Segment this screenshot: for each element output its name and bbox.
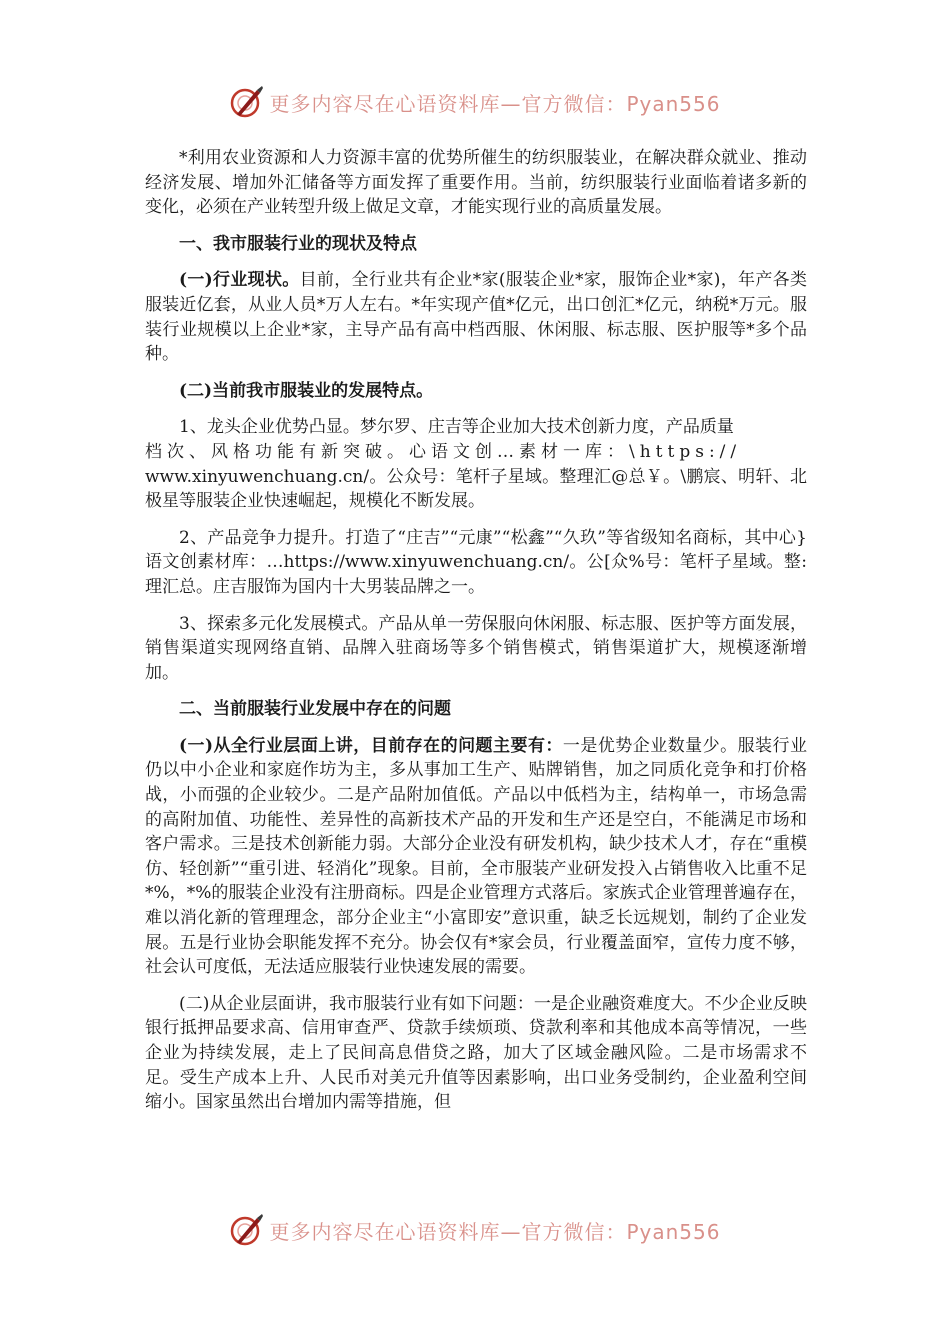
heading-subsection-2: (二)当前我市服装业的发展特点。	[179, 380, 434, 401]
text-leading-b: 档次、风格功能有新突破。心语文创…素材一库：\https://	[145, 441, 742, 462]
text-industry-problems: 一是优势企业数量少。服装行业仍以中小企业和家庭作坊为主，多从事加工生产、贴牌销售，加之同质化竞争和打价格战，小而强的企业较少。二是产品附加值低。产品以中低档为主，结构单一，市场急需的高附加值、功能性、差异性的高新技术产品的开发和生产还是空白，不能满足市场和客户需求。三是技术创新能力弱。大部分企业没有研发机构，缺少技术人才，存在“重模仿、轻创新”“重引进、轻消化”现象。目前，全市服装产业研发投入占销售收入比重不足*%，*%的服装企业没有注册商标。四是企业管理方式落后。家族式企业管理普遍存在，难以消化新的管理理念，部分企业主“小富即安”意识重，缺乏长远规划，制约了企业发展。五是行业协会职能发挥不充分。协会仅有*家会员，行业覆盖面窄，宣传力度不够，社会认可度低，无法适应服装行业快速发展的需要。	[145, 735, 807, 978]
paragraph-diversification: 3、探索多元化发展模式。产品从单一劳保服向休闲服、标志服、医护等方面发展，销售渠道实现网络直销、品牌入驻商场等多个销售模式，销售渠道扩大，规模逐渐增加。	[145, 613, 807, 683]
pen-logo-icon	[229, 1212, 265, 1248]
lead-industry-status: (一)行业现状。	[179, 270, 300, 291]
heading-section-2: 二、当前服装行业发展中存在的问题	[179, 699, 451, 720]
lead-industry-problems: (一)从全行业层面上讲，目前存在的问题主要有：	[179, 735, 563, 756]
banner-text: 更多内容尽在心语资料库—官方微信：Pyan556	[269, 91, 721, 116]
pen-logo-icon	[229, 84, 265, 120]
paragraph-industry-problems	[145, 734, 807, 980]
heading-section-1: 一、我市服装行业的现状及特点	[179, 233, 417, 254]
footer-banner	[0, 1210, 950, 1250]
text-leading-a: 1、龙头企业优势凸显。梦尔罗、庄吉等企业加大技术创新力度，产品质量	[179, 417, 734, 438]
header-banner	[0, 82, 950, 122]
paragraph-leading-enterprises	[145, 415, 807, 513]
text-industry-status: 目前，全行业共有企业*家(服装企业*家，服饰企业*家)，年产各类服装近亿套，从业人员*万人左右。*年实现产值*亿元，出口创汇*亿元，纳税*万元。服装行业规模以上企业*家，主导产品有高中档西服、休闲服、标志服、医护服等*多个品种。	[145, 270, 807, 365]
paragraph-intro: *利用农业资源和人力资源丰富的优势所催生的纺织服装业，在解决群众就业、推动经济发展、增加外汇储备等方面发挥了重要作用。当前，纺织服装行业面临着诸多新的变化，必须在产业转型升级上做足文章，才能实现行业的高质量发展。	[145, 148, 807, 218]
paragraph-competitiveness: 2、产品竞争力提升。打造了“庄吉”“元康”“松鑫”“久玖”等省级知名商标，其中心}语文创素材库：…https://www.xinyuwenchuang.cn/。公[众%号：笔杆子星域。整:理汇总。庄吉服饰为国内十大男装品牌之一。	[145, 527, 807, 597]
paragraph-enterprise-problems: (二)从企业层面讲，我市服装行业有如下问题：一是企业融资难度大。不少企业反映银行抵押品要求高、信用审查严、贷款手续烦琐、贷款利率和其他成本高等情况，一些企业为持续发展，走上了民间高息借贷之路，加大了区域金融风险。二是市场需求不足。受生产成本上升、人民币对美元升值等因素影响，出口业务受制约，企业盈利空间缩小。国家虽然出台增加内需等措施，但	[145, 993, 807, 1113]
text-leading-c: www.xinyuwenchuang.cn/。公众号：笔杆子星域。整理汇@总￥。\鹏宸、明轩、北极星等服装企业快速崛起，规模化不断发展。	[145, 466, 807, 512]
document-body	[145, 146, 807, 1127]
banner-text: 更多内容尽在心语资料库—官方微信：Pyan556	[269, 1219, 721, 1244]
paragraph-industry-status	[145, 268, 807, 366]
